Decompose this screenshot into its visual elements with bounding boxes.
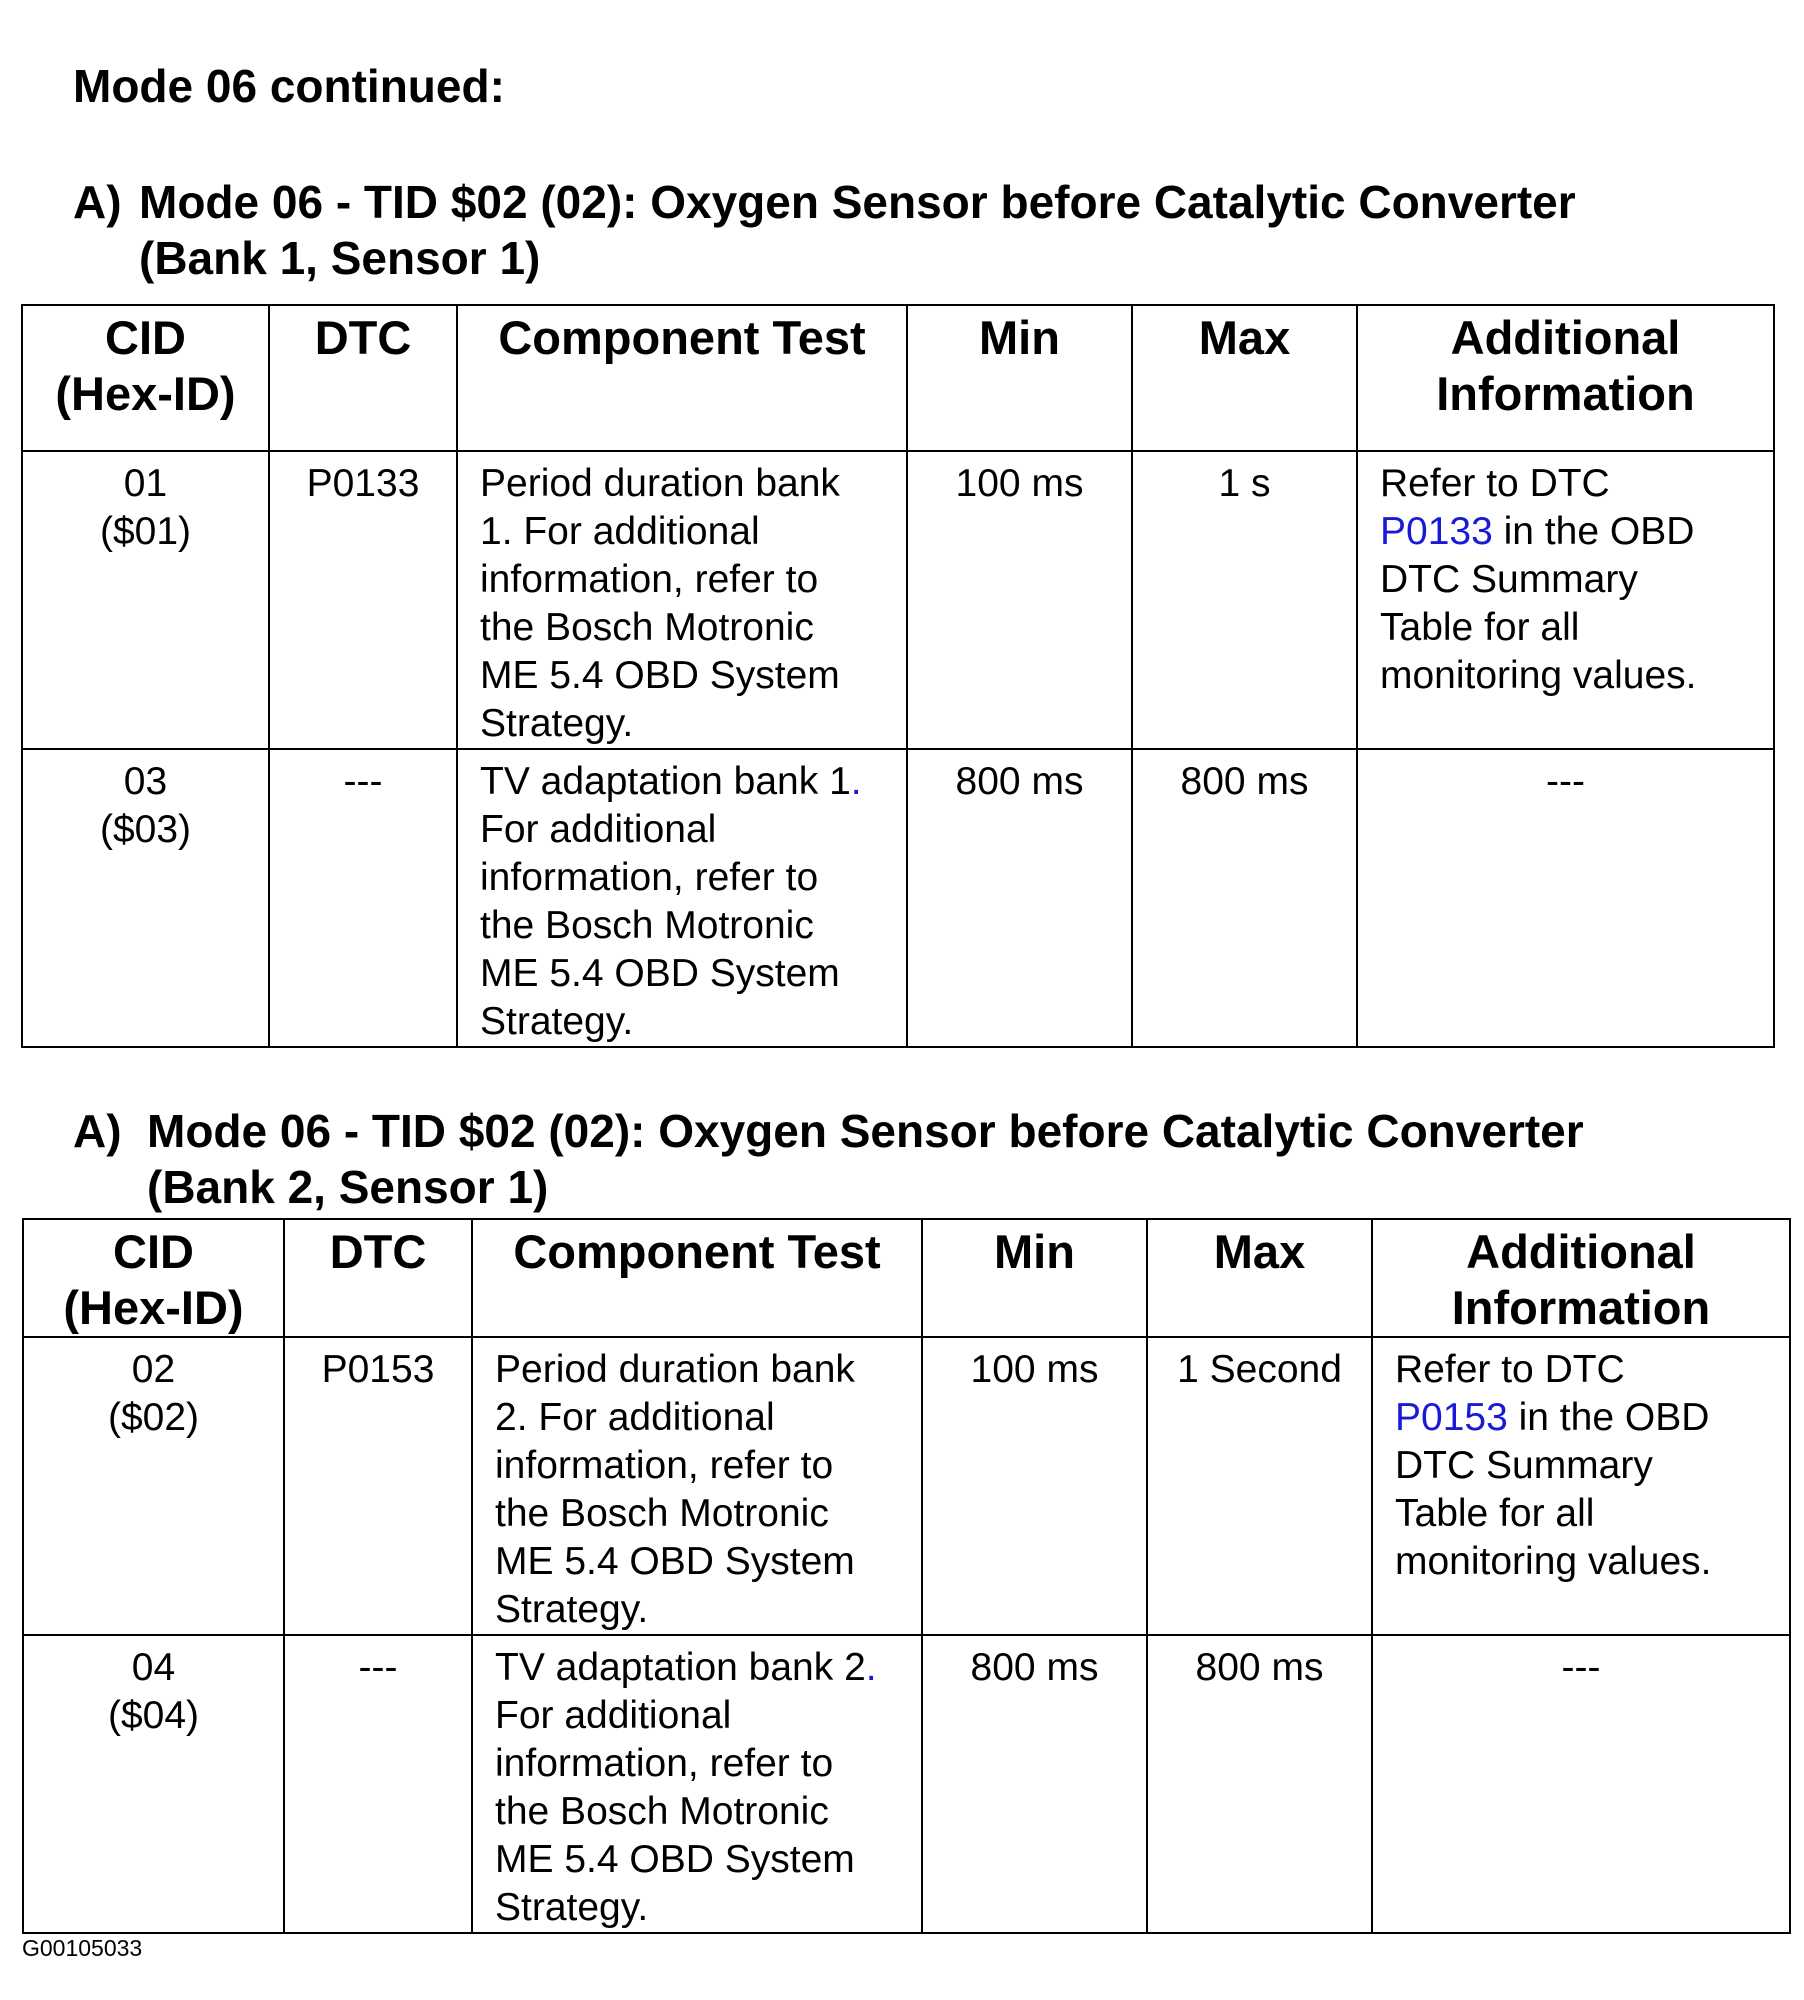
header-min: Min [907,305,1132,451]
table-header-row [22,305,1774,451]
section-label: A) [73,176,122,228]
min-cell: 800 ms [922,1635,1147,1933]
max-cell: 800 ms [1132,749,1357,1047]
section-title [139,174,1804,286]
dtc-cell: --- [284,1635,472,1933]
table-row [23,1337,1790,1635]
section-label: A) [73,1105,122,1157]
additional-info-cell: --- [1372,1635,1790,1933]
max-cell: 1 s [1132,451,1357,749]
component-test-cell: TV adaptation bank 2. For additional information, refer to the Bosch Motronic ME 5.4 OBD System Strategy. [472,1635,922,1933]
table-row [22,451,1774,749]
additional-info-cell: Refer to DTC P0133 in the OBD DTC Summary Table for all monitoring values. [1357,451,1774,749]
header-additional-information: Additional Information [1372,1219,1790,1337]
dtc-cell: --- [269,749,457,1047]
header-component-test: Component Test [472,1219,922,1337]
table-row [22,749,1774,1047]
cid-cell: 01 ($01) [22,451,269,749]
additional-info-cell: Refer to DTC P0153 in the OBD DTC Summary Table for all monitoring values. [1372,1337,1790,1635]
min-cell: 100 ms [907,451,1132,749]
section-title-line-2: (Bank 2, Sensor 1) [147,1161,549,1213]
page-title: Mode 06 continued: [73,60,505,112]
section-title-line-2: (Bank 1, Sensor 1) [139,232,541,284]
header-max: Max [1147,1219,1372,1337]
additional-info-cell: --- [1357,749,1774,1047]
min-cell: 800 ms [907,749,1132,1047]
header-max: Max [1132,305,1357,451]
header-min: Min [922,1219,1147,1337]
header-cid: CID (Hex-ID) [22,305,269,451]
max-cell: 1 Second [1147,1337,1372,1635]
component-test-cell: Period duration bank 1. For additional information, refer to the Bosch Motronic ME 5.4 OBD System Strategy. [457,451,907,749]
min-cell: 100 ms [922,1337,1147,1635]
table-row [23,1635,1790,1933]
component-test-table-bank-2 [22,1218,1791,1934]
figure-id: G00105033 [22,1935,143,1961]
cid-cell: 04 ($04) [23,1635,284,1933]
component-test-table-bank-1 [21,304,1775,1048]
header-dtc: DTC [284,1219,472,1337]
header-cid: CID (Hex-ID) [23,1219,284,1337]
header-dtc: DTC [269,305,457,451]
table-header-row [23,1219,1790,1337]
header-component-test: Component Test [457,305,907,451]
dtc-link-p0133[interactable]: P0133 [1380,510,1493,553]
cid-cell: 02 ($02) [23,1337,284,1635]
max-cell: 800 ms [1147,1635,1372,1933]
dtc-cell: P0133 [269,451,457,749]
cid-cell: 03 ($03) [22,749,269,1047]
header-additional-information: Additional Information [1357,305,1774,451]
component-test-cell: TV adaptation bank 1. For additional information, refer to the Bosch Motronic ME 5.4 OBD System Strategy. [457,749,907,1047]
section-title [147,1103,1804,1215]
section-title-line-1: Mode 06 - TID $02 (02): Oxygen Sensor before Catalytic Converter [139,176,1576,228]
dtc-cell: P0153 [284,1337,472,1635]
dtc-link-p0153[interactable]: P0153 [1395,1396,1508,1439]
component-test-cell: Period duration bank 2. For additional information, refer to the Bosch Motronic ME 5.4 OBD System Strategy. [472,1337,922,1635]
section-title-line-1: Mode 06 - TID $02 (02): Oxygen Sensor before Catalytic Converter [147,1105,1584,1157]
